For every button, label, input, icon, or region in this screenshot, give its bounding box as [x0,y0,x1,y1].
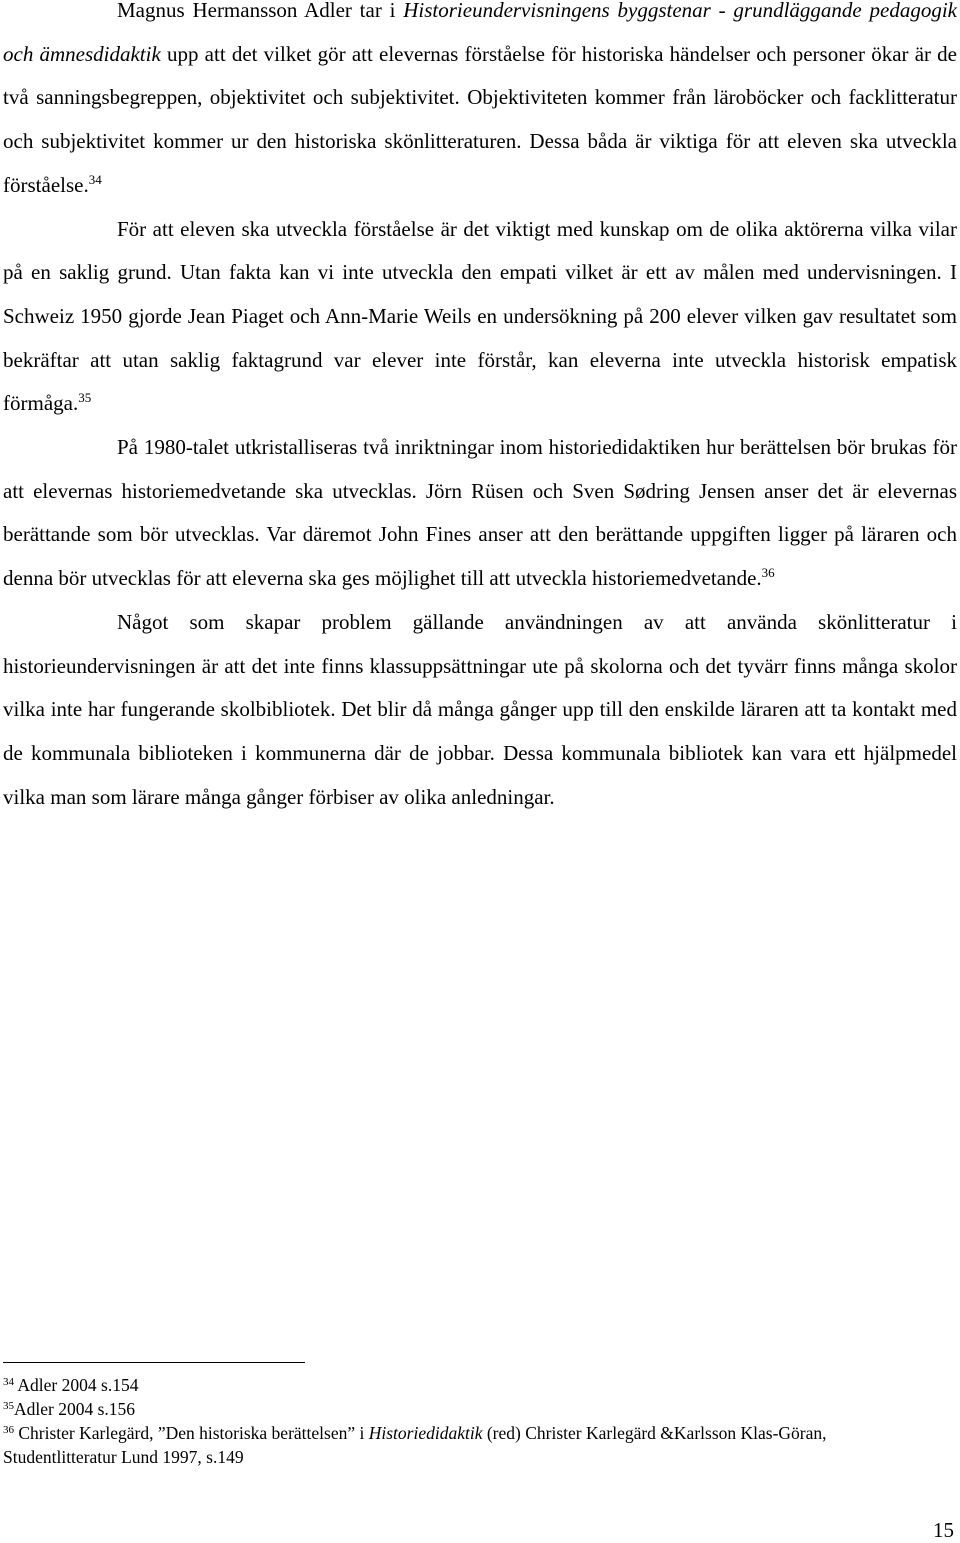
footnote-ref[interactable]: 35 [78,390,92,406]
footnote-number: 36 [3,1424,14,1436]
paragraph-text: Något som skapar problem gällande användningen av att använda skönlitteratur i historieundervisningen är att det inte finns klassuppsättningar ute på skolorna och det tyvärr finns många skolor vilka inte har fungerande skolbibliotek. Det blir då många gånger upp till den enskilde läraren att ta kontakt med de kommunala biblioteken i kommunerna där de jobbar. Dessa kommunala bibliotek kan vara ett hjälpmedel vilka man som lärare många gånger förbiser av olika anledningar. [3,609,957,809]
paragraph-text: Magnus Hermansson Adler tar i [117,0,404,22]
footnote [3,1397,943,1421]
footnote-ref[interactable]: 34 [88,171,102,187]
document-page [3,0,957,1467]
paragraph [3,208,957,427]
paragraph-text: upp att det vilket gör att elevernas förståelse för historiska händelser och personer ökar är de två sanningsbegreppen, objektivitet och subjektivitet. Objektiviteten kommer från läroböcker och facklitteratur och subjektivitet kommer ur den historiska skönlitteraturen. Dessa båda är viktiga för att eleven ska utveckla förståelse. [3,41,957,197]
footnote-text: Adler 2004 s.156 [14,1399,136,1419]
footnote-text: (red) Christer Karlegärd &Karlsson Klas-Göran, Studentlitteratur Lund 1997, s.149 [3,1423,827,1467]
footnote [3,1373,943,1397]
paragraph-text: På 1980-talet utkristalliseras två inriktningar inom historiedidaktiken hur berättelsen bör brukas för att elevernas historiemedvetande ska utvecklas. Jörn Rüsen och Sven Sødring Jensen anser det är elevernas berättande som bör utvecklas. Var däremot John Fines anser att den berättande uppgiften ligger på läraren och denna bör utvecklas för att eleverna ska ges möjlighet till att utveckla historiemedvetande. [3,435,957,591]
paragraph [3,426,957,601]
footnote [3,1421,943,1469]
footnote-ref[interactable]: 36 [761,565,775,581]
page-number: 15 [933,1518,954,1542]
body-text [3,0,957,819]
paragraph [3,601,957,820]
book-title: Historieundervisningens byggstenar - grundläggande pedagogik och ämnesdidaktik [3,0,957,66]
footnotes [3,1373,943,1469]
paragraph-text: För att eleven ska utveckla förståelse är det viktigt med kunskap om de olika aktörerna vilka vilar på en saklig grund. Utan fakta kan vi inte utveckla den empati vilket är ett av målen med undervisningen. I Schweiz 1950 gjorde Jean Piaget och Ann-Marie Weils en undersökning på 200 elever vilken gav resultatet som bekräftar att utan saklig faktagrund var elever inte förstår, kan eleverna inte utveckla historisk empatisk förmåga. [3,216,957,416]
book-title: Historiedidaktik [368,1423,483,1443]
footnote-number: 35 [3,1400,14,1412]
paragraph [3,0,957,208]
footnote-text: Adler 2004 s.154 [14,1375,139,1395]
footnote-divider [3,1362,305,1363]
footnote-number: 34 [3,1376,14,1388]
footnote-text: Christer Karlegärd, ”Den historiska berättelsen” i [14,1423,369,1443]
